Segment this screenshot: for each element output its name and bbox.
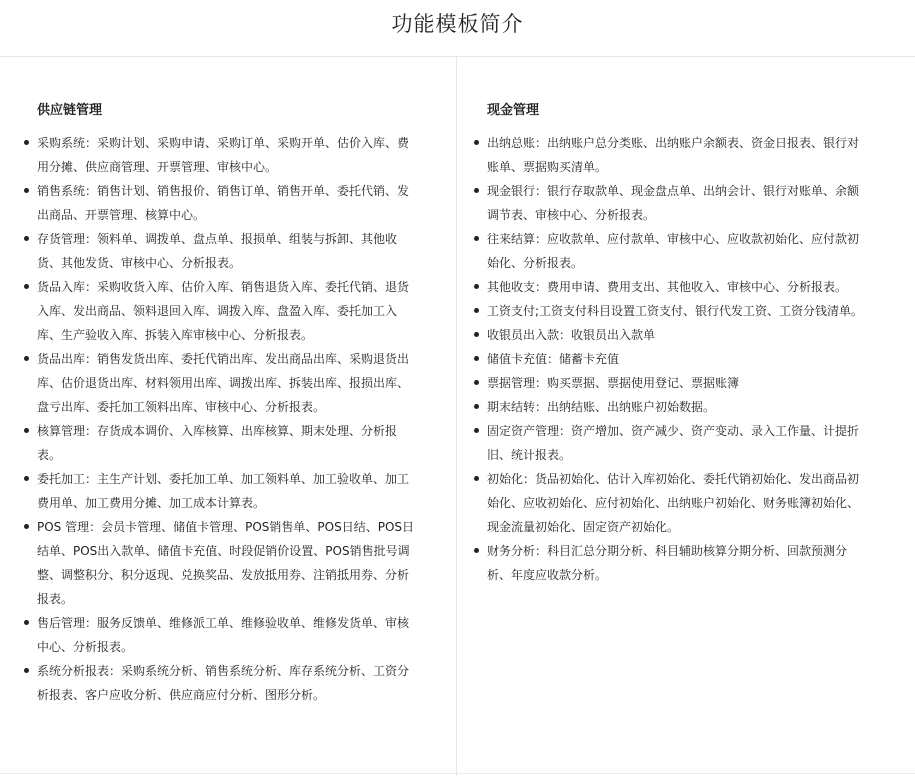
list-item: 存货管理：领料单、调拨单、盘点单、报损单、组装与拆卸、其他收货、其他发货、审核中心、分析报表。	[37, 227, 415, 275]
list-item: 收银员出入款：收银员出入款单	[487, 323, 865, 347]
title-divider	[0, 56, 915, 57]
list-item: 往来结算：应收款单、应付款单、审核中心、应收款初始化、应付款初始化、分析报表。	[487, 227, 865, 275]
section-heading: 现金管理	[487, 103, 540, 118]
list-item: 储值卡充值：储蓄卡充值	[487, 347, 865, 371]
list-item: 票据管理：购买票据、票据使用登记、票据账簿	[487, 371, 865, 395]
list-item: 固定资产管理：资产增加、资产减少、资产变动、录入工作量、计提折旧、统计报表。	[487, 419, 865, 467]
list-item: 初始化：货品初始化、估计入库初始化、委托代销初始化、发出商品初始化、应收初始化、应付初始化、出纳账户初始化、财务账簿初始化、现金流量初始化、固定资产初始化。	[487, 467, 865, 539]
list-item: 货品入库：采购收货入库、估价入库、销售退货入库、委托代销、退货入库、发出商品、领料退回入库、调拨入库、盘盈入库、委托加工入库、生产验收入库、拆装入库审核中心、分析报表。	[37, 275, 415, 347]
list-item: 现金银行：银行存取款单、现金盘点单、出纳会计、银行对账单、余额调节表、审核中心、分析报表。	[487, 179, 865, 227]
list-item: 其他收支：费用申请、费用支出、其他收入、审核中心、分析报表。	[487, 275, 865, 299]
bottom-divider	[0, 773, 915, 774]
list-item: 委托加工：主生产计划、委托加工单、加工领料单、加工验收单、加工费用单、加工费用分摊、加工成本计算表。	[37, 467, 415, 515]
list-item: 采购系统：采购计划、采购申请、采购订单、采购开单、估价入库、费用分摊、供应商管理、开票管理、审核中心。	[37, 131, 415, 179]
list-item: 财务分析：科目汇总分期分析、科目辅助核算分期分析、回款预测分析、年度应收款分析。	[487, 539, 865, 587]
list-item: 出纳总账：出纳账户总分类账、出纳账户余额表、资金日报表、银行对账单、票据购买清单。	[487, 131, 865, 179]
list-item: 期末结转：出纳结账、出纳账户初始数据。	[487, 395, 865, 419]
list-item: 售后管理：服务反馈单、维修派工单、维修验收单、维修发货单、审核中心、分析报表。	[37, 611, 415, 659]
feature-list	[37, 131, 415, 707]
list-item: 系统分析报表：采购系统分析、销售系统分析、库存系统分析、工资分析报表、客户应收分析、供应商应付分析、图形分析。	[37, 659, 415, 707]
list-item: 工资支付;工资支付科目设置工资支付、银行代发工资、工资分钱清单。	[487, 299, 865, 323]
column-divider	[456, 57, 457, 776]
section-heading: 供应链管理	[37, 103, 103, 118]
list-item: 销售系统：销售计划、销售报价、销售订单、销售开单、委托代销、发出商品、开票管理、核算中心。	[37, 179, 415, 227]
feature-list	[487, 131, 865, 587]
page-title: 功能模板简介	[391, 12, 524, 36]
cash-management-section	[487, 101, 865, 587]
supply-chain-section	[37, 101, 415, 707]
list-item: 核算管理：存货成本调价、入库核算、出库核算、期末处理、分析报表。	[37, 419, 415, 467]
list-item: 货品出库：销售发货出库、委托代销出库、发出商品出库、采购退货出库、估价退货出库、材料领用出库、调拨出库、拆装出库、报损出库、盘亏出库、委托加工领料出库、审核中心、分析报表。	[37, 347, 415, 419]
list-item: POS 管理：会员卡管理、储值卡管理、POS销售单、POS日结、POS日结单、POS出入款单、储值卡充值、时段促销价设置、POS销售批号调整、调整积分、积分返现、兑换奖品、发放抵用券、注销抵用券、分析报表。	[37, 515, 415, 611]
